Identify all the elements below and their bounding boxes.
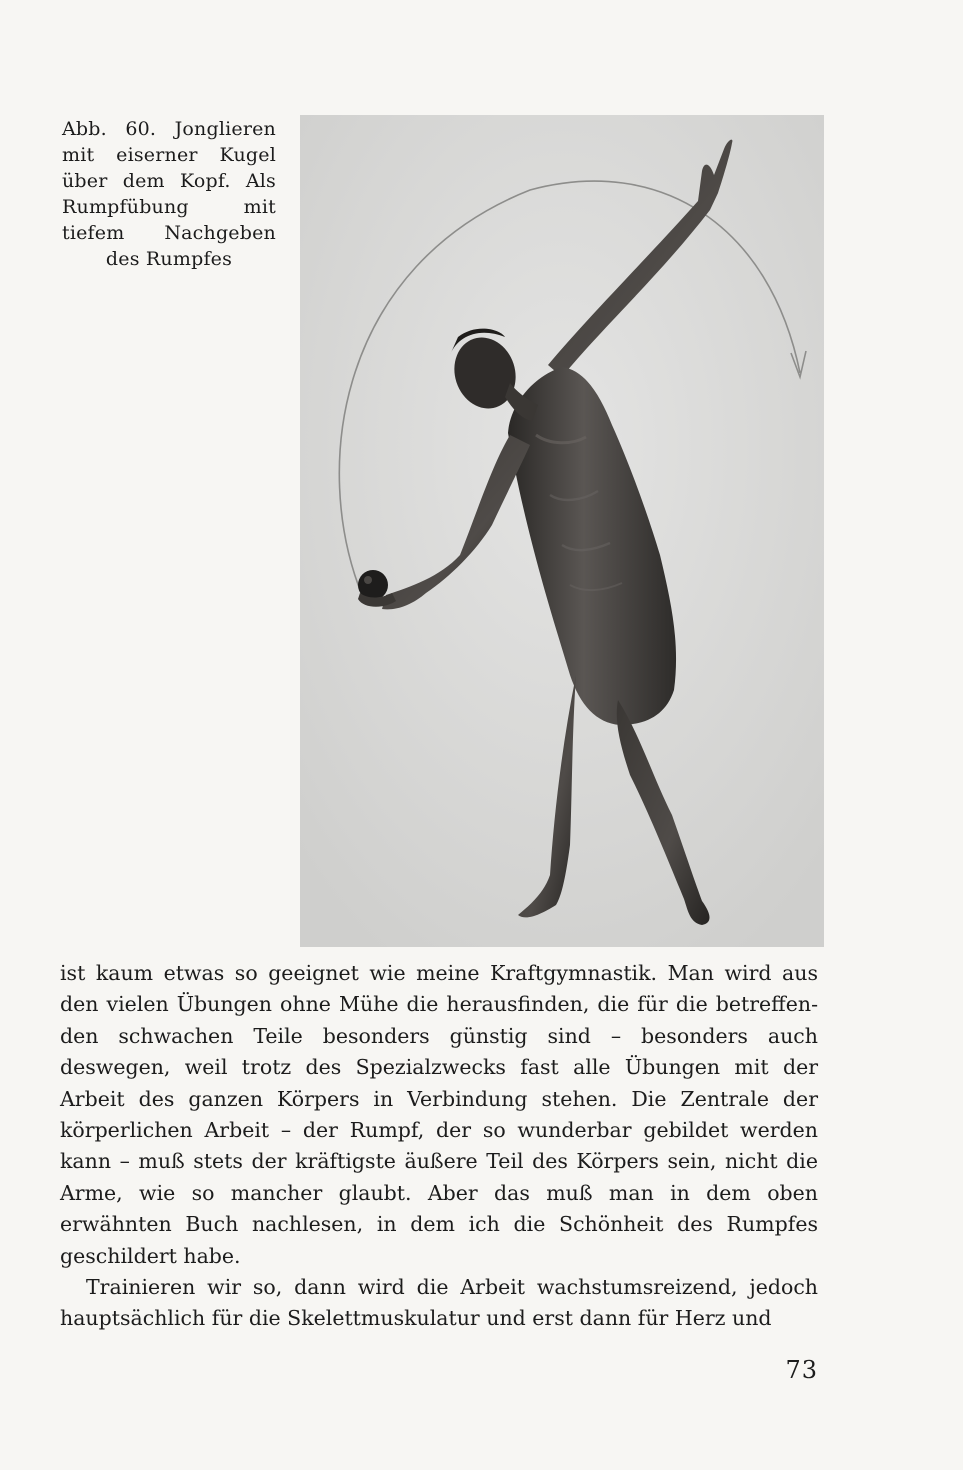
figure-photo xyxy=(300,115,824,947)
athlete-illustration xyxy=(300,115,824,947)
figure-caption: Abb. 60. Jonglieren mit eiserner Kugel über dem Kopf. Als Rumpfübung mit tiefem Nachgeben des Rumpfes xyxy=(62,118,276,270)
paragraph: Trainieren wir so, dann wird die Arbeit wachstumsreizend, jedoch hauptsächlich für die Skelettmuskulatur und erst dann für Herz und xyxy=(60,1275,818,1331)
paragraph: ist kaum etwas so geeignet wie meine Kraftgymnastik. Man wird aus den vielen Übungen ohne Mühe die herausfinden, die für die betreffen- den schwachen Teile besonders günstig sind – besonders auch deswegen, weil trotz des Spezialzwecks fast alle Übungen mit der Arbeit des ganzen Körpers in Verbindung stehen. Die Zentrale der körperlichen Arbeit – der Rumpf, der so wunderbar gebildet werden kann – muß stets der kräftigste äußere Teil des Körpers sein, nicht die Arme, wie so mancher glaubt. Aber das muß man in dem oben erwähnten Buch nachlesen, in dem ich die Schönheit des Rumpfes geschildert habe. xyxy=(60,961,818,1268)
body-text xyxy=(60,958,818,1335)
page-number: 73 xyxy=(785,1356,818,1384)
